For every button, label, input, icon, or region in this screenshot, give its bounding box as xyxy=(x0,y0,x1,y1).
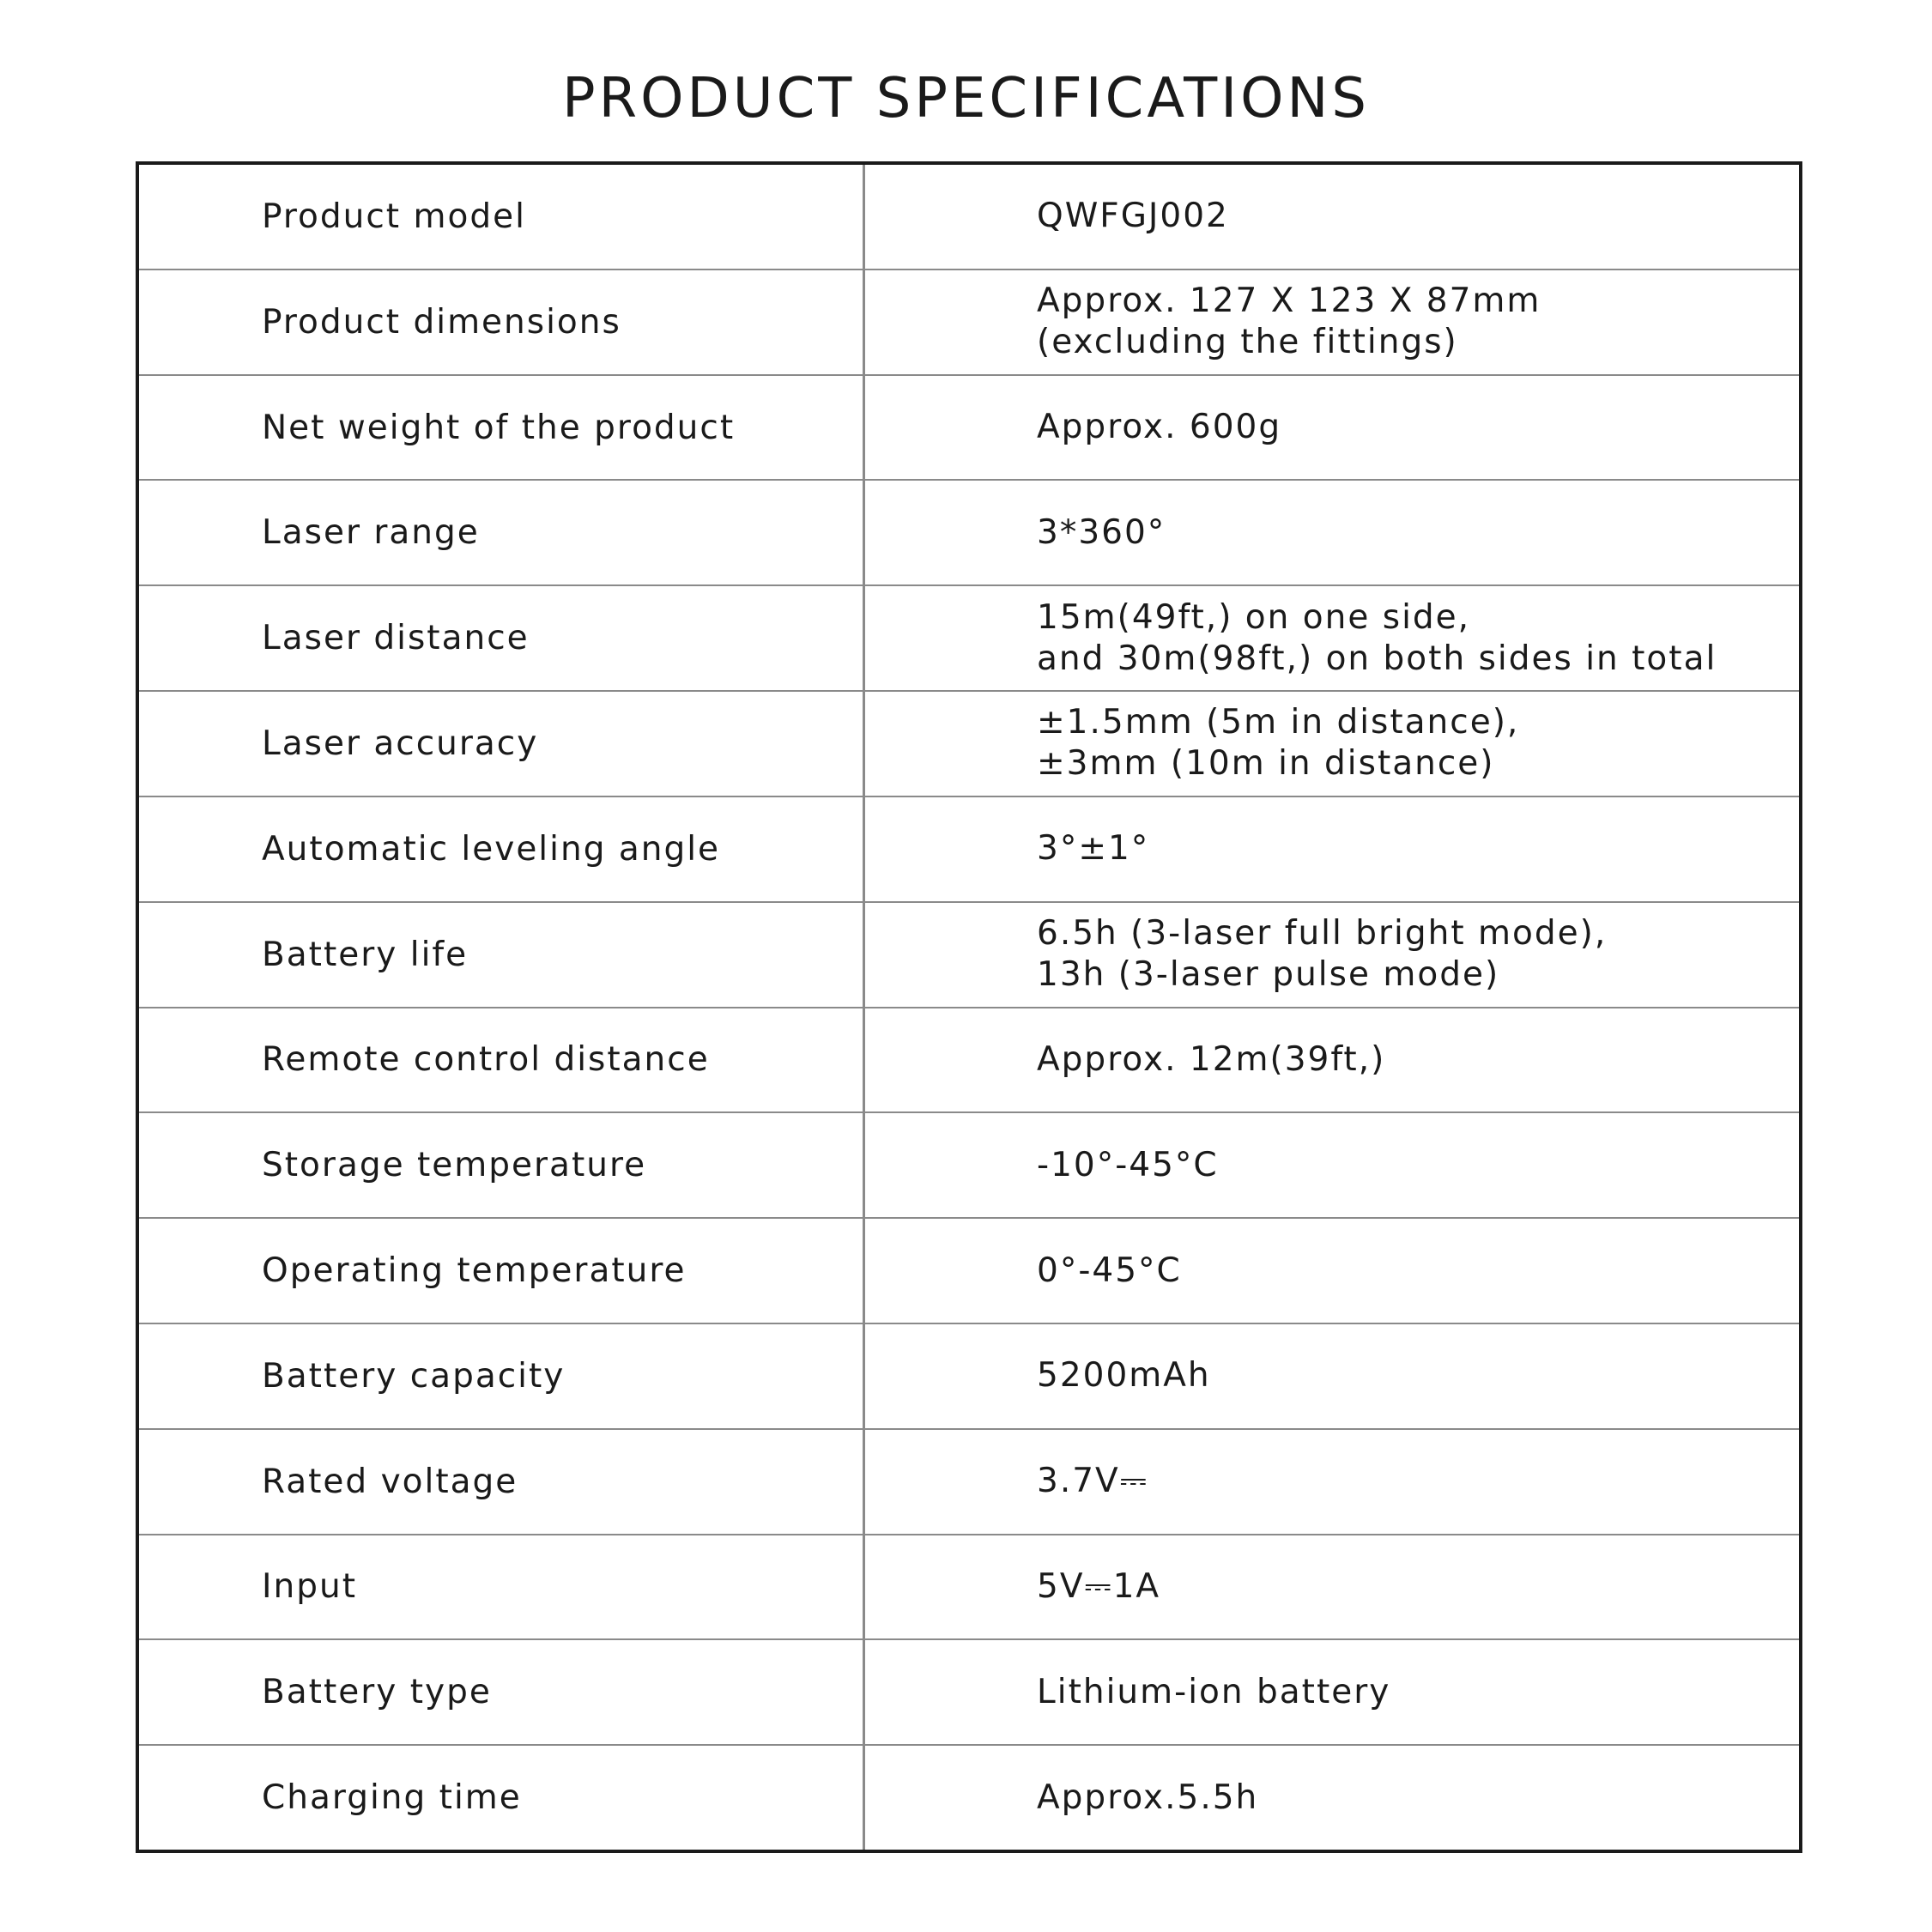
spec-row-battery-life xyxy=(139,901,1799,1007)
spec-value xyxy=(865,1219,1799,1323)
spec-label: Battery capacity xyxy=(139,1324,865,1428)
spec-row-battery-capacity xyxy=(139,1323,1799,1428)
spec-label: Storage temperature xyxy=(139,1113,865,1217)
spec-value-line: Approx. 12m(39ft,) xyxy=(1037,1039,1386,1079)
spec-value-line: ±1.5mm (5m in distance), xyxy=(1037,703,1520,742)
spec-row-laser-accuracy xyxy=(139,690,1799,796)
spec-value-line: 5V⎓1A xyxy=(1037,1566,1161,1606)
spec-value xyxy=(865,1113,1799,1217)
spec-value xyxy=(865,1746,1799,1850)
spec-value xyxy=(865,586,1799,690)
spec-value-line: 6.5h (3-laser full bright mode), xyxy=(1037,914,1608,954)
spec-value-line: 13h (3-laser pulse mode) xyxy=(1037,955,1500,995)
spec-label: Net weight of the product xyxy=(139,376,865,480)
spec-value xyxy=(865,1008,1799,1112)
spec-value-line: 0°-45°C xyxy=(1037,1251,1182,1290)
spec-value-line: ±3mm (10m in distance) xyxy=(1037,744,1495,784)
spec-value-line: Approx. 127 X 123 X 87mm xyxy=(1037,282,1541,321)
spec-value xyxy=(865,1430,1799,1534)
spec-label: Automatic leveling angle xyxy=(139,797,865,901)
spec-label: Remote control distance xyxy=(139,1008,865,1112)
spec-value-line: 3*360° xyxy=(1037,512,1166,552)
spec-value-line: Lithium-ion battery xyxy=(1037,1672,1391,1711)
spec-row-laser-distance xyxy=(139,584,1799,690)
spec-label: Laser range xyxy=(139,481,865,584)
spec-row-net-weight xyxy=(139,374,1799,480)
spec-row-product-dimensions xyxy=(139,269,1799,374)
spec-value-line: 3°±1° xyxy=(1037,829,1150,869)
spec-value xyxy=(865,692,1799,796)
spec-value xyxy=(865,903,1799,1007)
spec-label: Product model xyxy=(139,165,865,269)
spec-value xyxy=(865,376,1799,480)
spec-value xyxy=(865,1640,1799,1744)
spec-value xyxy=(865,165,1799,269)
spec-label: Charging time xyxy=(139,1746,865,1850)
spec-value-line: 3.7V⎓ xyxy=(1037,1462,1148,1501)
spec-row-storage-temperature xyxy=(139,1111,1799,1217)
spec-label: Battery life xyxy=(139,903,865,1007)
spec-label: Laser accuracy xyxy=(139,692,865,796)
spec-row-remote-control-distance xyxy=(139,1007,1799,1112)
spec-label: Operating temperature xyxy=(139,1219,865,1323)
spec-row-rated-voltage xyxy=(139,1428,1799,1534)
spec-value xyxy=(865,1535,1799,1639)
spec-row-leveling-angle xyxy=(139,796,1799,901)
spec-value xyxy=(865,481,1799,584)
spec-row-battery-type xyxy=(139,1638,1799,1744)
spec-row-input xyxy=(139,1534,1799,1639)
spec-label: Laser distance xyxy=(139,586,865,690)
spec-value xyxy=(865,1324,1799,1428)
spec-value-line: -10°-45°C xyxy=(1037,1145,1219,1184)
spec-row-operating-temperature xyxy=(139,1217,1799,1323)
spec-value-line: Approx.5.5h xyxy=(1037,1778,1259,1817)
spec-value-line: (excluding the fittings) xyxy=(1037,323,1458,362)
spec-table xyxy=(136,161,1802,1853)
spec-row-product-model xyxy=(139,165,1799,269)
spec-value xyxy=(865,797,1799,901)
spec-value-line: 15m(49ft,) on one side, xyxy=(1037,597,1471,637)
spec-value-line: 5200mAh xyxy=(1037,1356,1211,1396)
spec-value-line: and 30m(98ft,) on both sides in total xyxy=(1037,639,1717,678)
spec-value-line: Approx. 600g xyxy=(1037,408,1282,447)
spec-value-line: QWFGJ002 xyxy=(1037,197,1229,236)
spec-value xyxy=(865,270,1799,374)
spec-label: Rated voltage xyxy=(139,1430,865,1534)
spec-row-charging-time xyxy=(139,1744,1799,1850)
spec-label: Input xyxy=(139,1535,865,1639)
spec-row-laser-range xyxy=(139,479,1799,584)
spec-label: Product dimensions xyxy=(139,270,865,374)
spec-label: Battery type xyxy=(139,1640,865,1744)
page-title: PRODUCT SPECIFICATIONS xyxy=(562,67,1370,130)
